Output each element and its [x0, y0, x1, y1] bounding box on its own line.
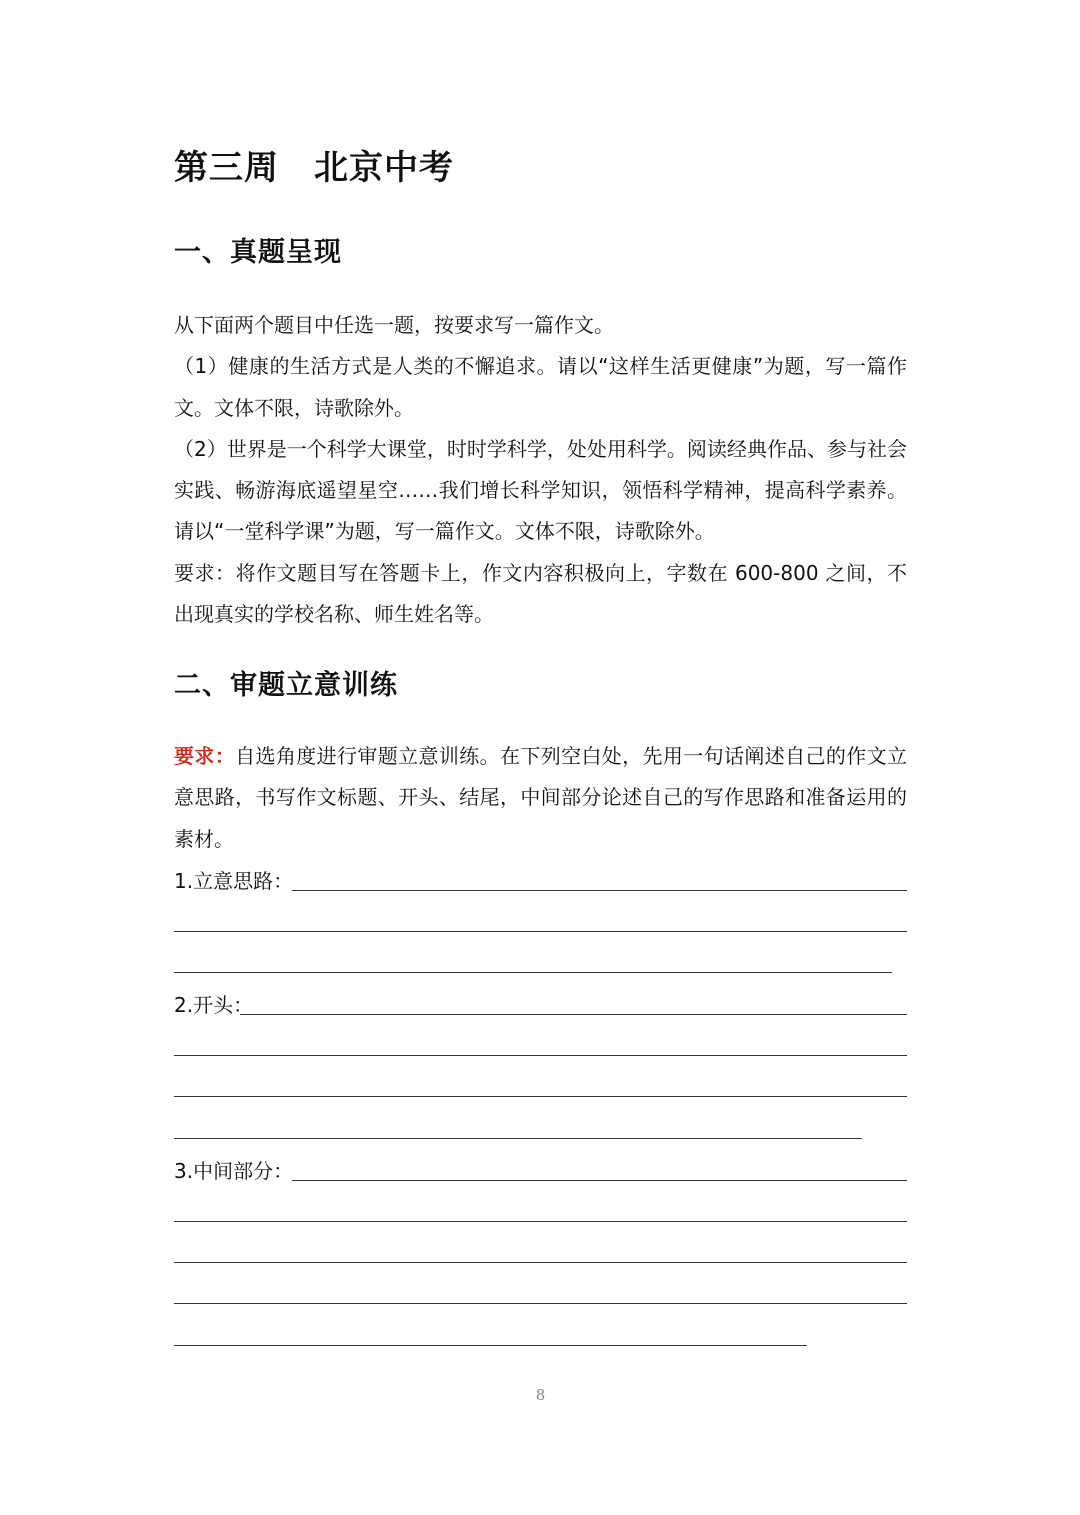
writing-line[interactable]	[292, 890, 907, 891]
writing-line[interactable]	[174, 931, 907, 932]
field-label-middle: 3.中间部分：	[174, 1159, 294, 1183]
page-title: 第三周 北京中考	[174, 148, 454, 188]
writing-line[interactable]	[174, 1138, 862, 1139]
training-requirement	[174, 736, 907, 860]
writing-line[interactable]	[174, 1096, 907, 1097]
writing-line[interactable]	[174, 1303, 907, 1304]
requirement-text: 自选角度进行审题立意训练。在下列空白处，先用一句话阐述自己的作文立意思路，书写作文标题、开头、结尾，中间部分论述自己的写作思路和准备运用的素材。	[174, 744, 908, 851]
field-label-opening: 2.开头：	[174, 993, 254, 1017]
exam-prompt-block	[174, 305, 907, 635]
exam-intro: 从下面两个题目中任选一题，按要求写一篇作文。	[174, 313, 614, 337]
field-label-idea: 1.立意思路：	[174, 869, 294, 893]
writing-line[interactable]	[292, 1180, 907, 1181]
writing-line[interactable]	[174, 972, 892, 973]
requirement-label: 要求：	[174, 744, 236, 768]
writing-line[interactable]	[174, 1055, 907, 1056]
document-page	[174, 0, 907, 1515]
exam-option-2: （2）世界是一个科学大课堂，时时学科学，处处用科学。阅读经典作品、参与社会实践、畅游海底遥望星空……我们增长科学知识，领悟科学精神，提高科学素养。请以“一堂科学课”为题，写一篇作文。文体不限，诗歌除外。	[174, 436, 907, 544]
page-number: 8	[535, 1386, 546, 1404]
writing-line[interactable]	[240, 1014, 907, 1015]
exam-requirement: 要求：将作文题目写在答题卡上，作文内容积极向上，字数在 600-800 之间，不出现真实的学校名称、师生姓名等。	[174, 560, 907, 627]
section-heading-topic-training: 二、审题立意训练	[174, 670, 398, 701]
exam-option-1: （1）健康的生活方式是人类的不懈追求。请以“这样生活更健康”为题，写一篇作文。文体不限，诗歌除外。	[174, 354, 907, 420]
writing-line[interactable]	[174, 1221, 907, 1222]
writing-line[interactable]	[174, 1345, 807, 1346]
section-heading-real-exam: 一、真题呈现	[174, 237, 342, 268]
writing-line[interactable]	[174, 1262, 907, 1263]
